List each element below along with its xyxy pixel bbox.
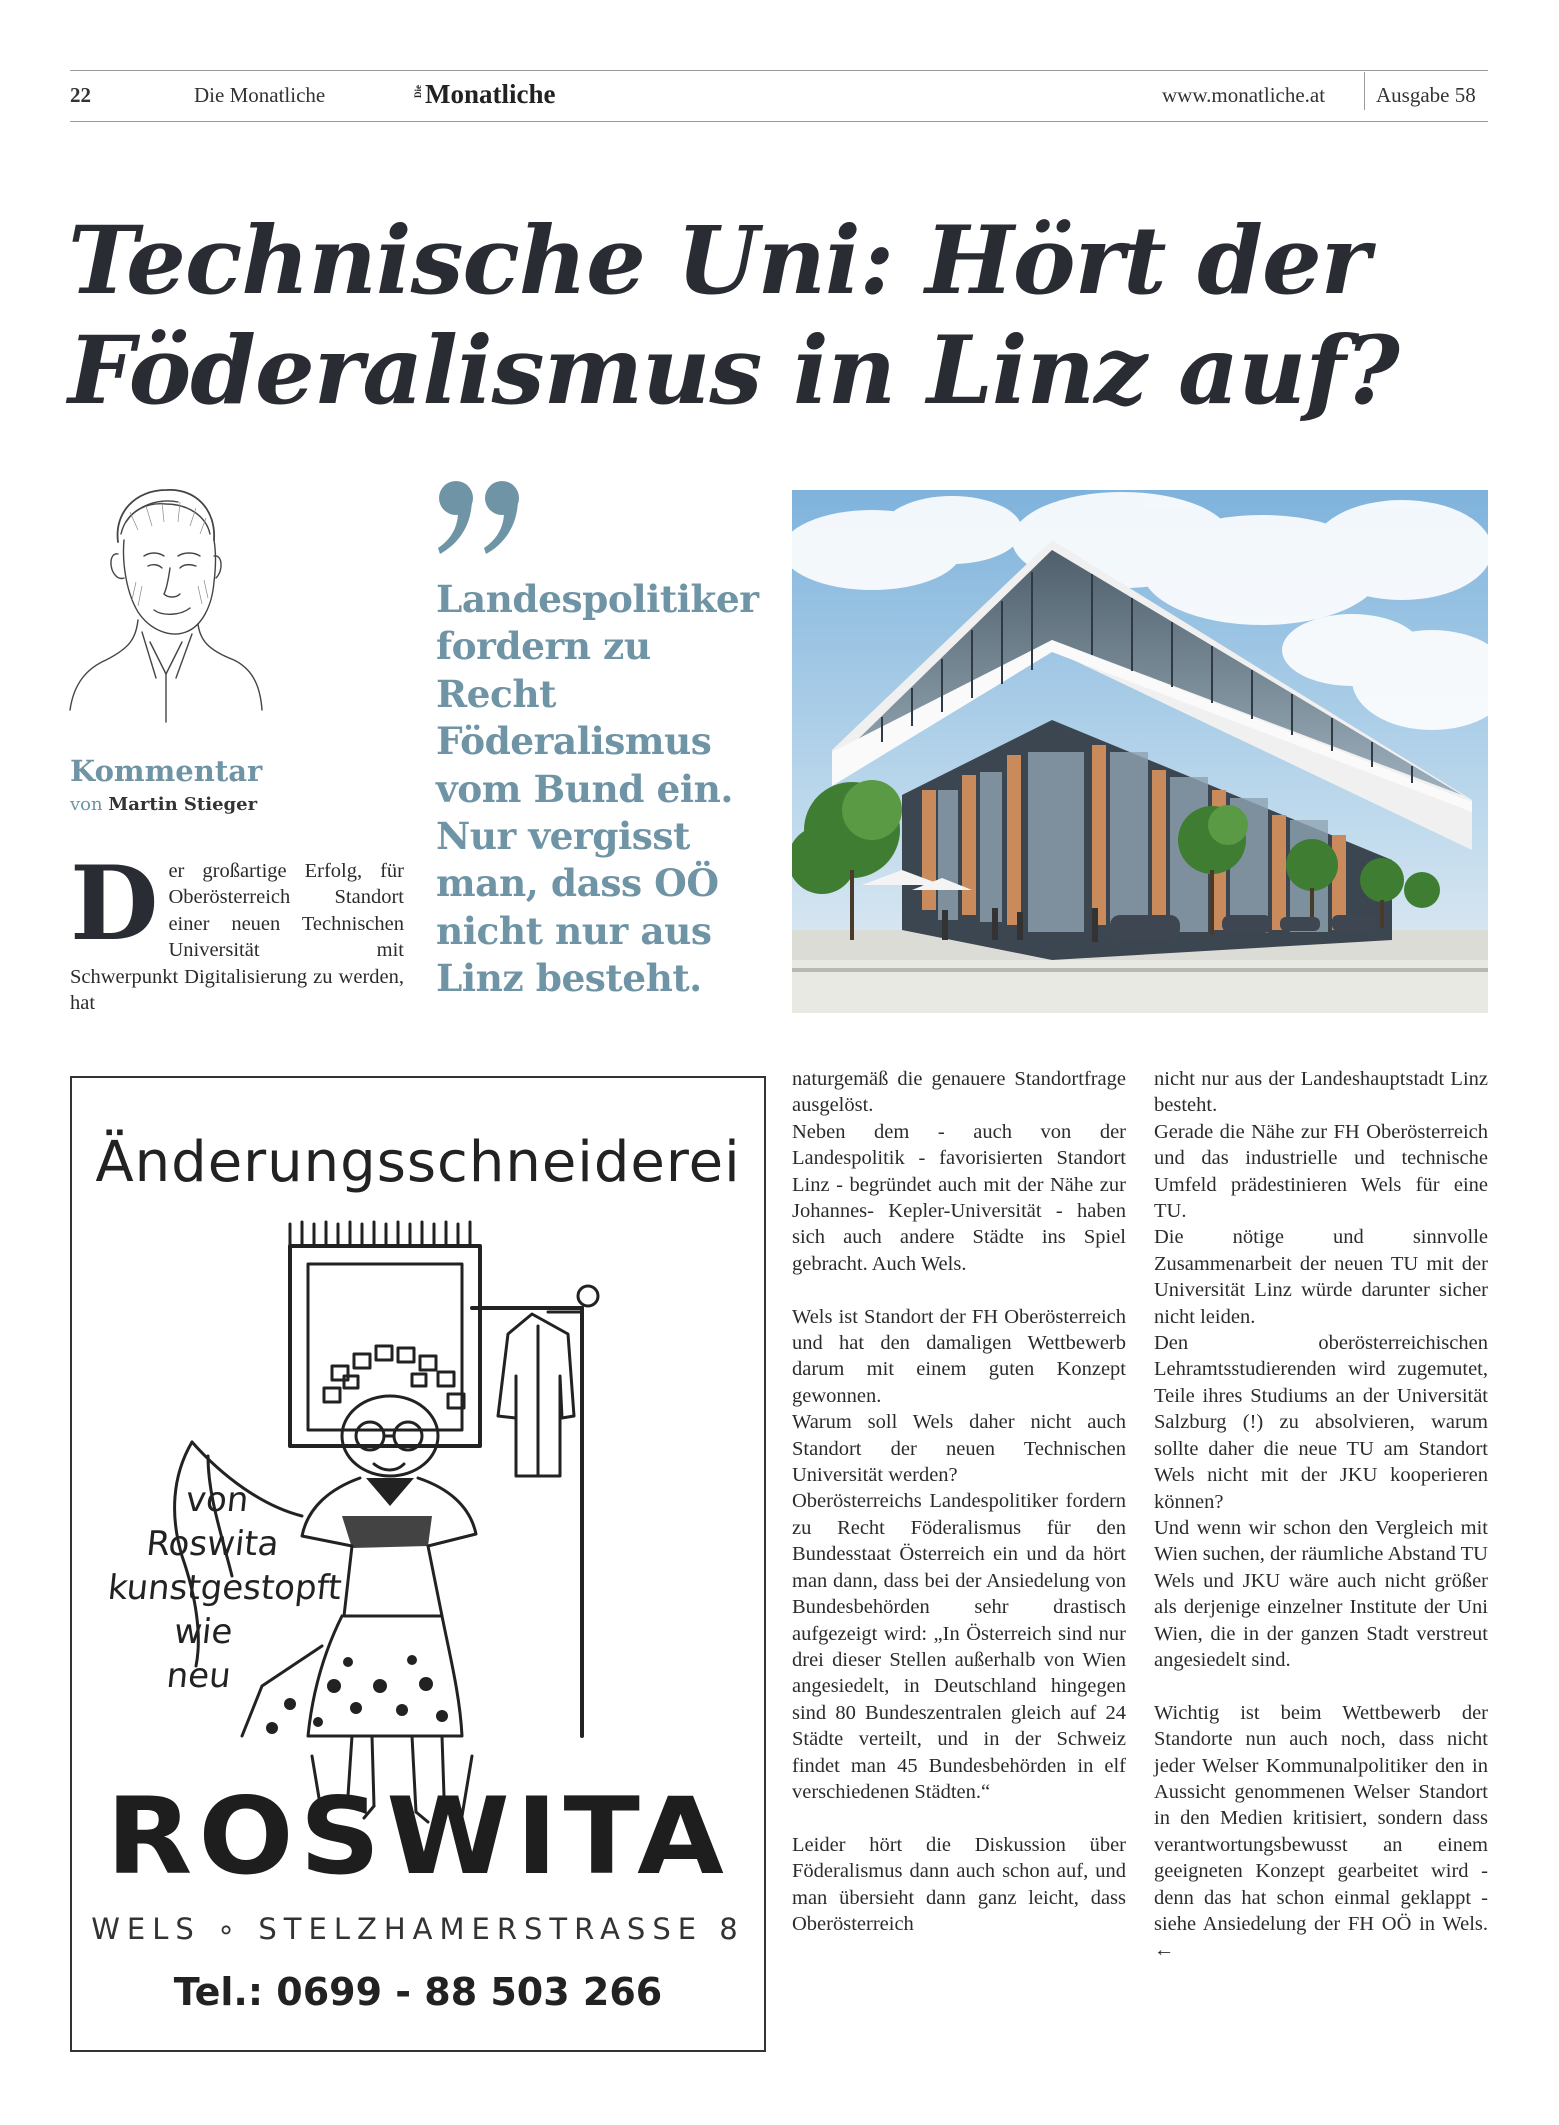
author-portrait-sketch (66, 482, 266, 727)
ad-side-line: kunstgestopft (105, 1568, 344, 1608)
paragraph: Die nötige und sinnvolle Zusammenarbeit der neuen TU mit der Universität Linz würde darunter sicher nicht leiden. (1154, 1226, 1488, 1328)
paragraph: Leider hört die Diskussion über Föderalismus dann auch schon auf, und man übersieht dann ganz leicht, dass Oberösterreich (792, 1833, 1126, 1935)
header-rule-bottom (70, 121, 1488, 122)
ad-side-line: von (183, 1480, 251, 1520)
byline (70, 794, 257, 815)
ad-brand: ROSWITA (106, 1775, 730, 1899)
paragraph: Gerade die Nähe zur FH Oberösterreich und das industrielle und technische Umfeld prädestinieren Wels für eine TU. (1154, 1120, 1488, 1223)
logo-small-text: Die (413, 85, 423, 98)
article-column-3 (1154, 1066, 1488, 1964)
ad-side-line: Roswita (144, 1524, 281, 1564)
byline-von: von (70, 794, 103, 815)
drop-cap: D (70, 844, 159, 964)
paragraph: Wels ist Standort der FH Oberösterreich und hat den damaligen Wettbewerb darum mit einem guten Konzept gewonnen. (792, 1305, 1126, 1407)
paragraph: Neben dem - auch von der Landespolitik - favorisierten Standort Linz - begründet auch mit der Nähe zur Johannes- Kepler-Universität - haben sich auch andere Städte ins Spiel gebracht. Auch Wels. (792, 1120, 1126, 1275)
website-link[interactable]: www.monatliche.at (1162, 83, 1326, 107)
paragraph: Wichtig ist beim Wettbewerb der Standorte nun auch noch, dass nicht jeder Welser Kommunalpolitiker den in Aussicht genommenen Welser Standort in den Medien kritisiert, sondern dass verantwortungsbewusst an einem geeigneten Konzept gearbeitet wird - denn das hat schon einmal geklappt - siehe Ansiedelung der FH OÖ in Wels. ← (1154, 1701, 1488, 1962)
paragraph: nicht nur aus der Landeshauptstadt Linz besteht. (1154, 1068, 1488, 1117)
headline: Technische Uni: Hört der Föderalismus in Linz auf? (68, 206, 1399, 426)
comment-label: Kommentar (70, 754, 263, 788)
ad-side-text (96, 1478, 344, 1698)
author-name: Martin Stieger (108, 794, 258, 815)
paragraph: naturgemäß die genauere Standortfrage ausgelöst. (792, 1068, 1126, 1117)
building-rendering-image (792, 490, 1488, 1013)
publication-logo (414, 79, 555, 110)
page-number: 22 (70, 83, 91, 107)
paragraph: Oberösterreichs Landespolitiker fordern zu Recht Föderalismus für den Bundesstaat Österreich ein und da hört man dann, dass bei der Ansiedelung von Bundesbehörden sehr drastisch aufgezeigt wird: „In Österreich sind nur drei dieser Stellen außerhalb von Wien angesiedelt, in Deutschland hingegen sind 80 Bundeszentralen gleich auf 24 Städte verteilt, und in der Schweiz findet man 45 Bundesbehörden in elf verschiedenen Städten.“ (792, 1490, 1126, 1803)
ad-side-line: wie (172, 1612, 235, 1652)
article-column-2 (792, 1066, 1126, 1937)
header-separator (1364, 72, 1365, 110)
advertisement (70, 1076, 766, 2052)
ad-phone: Tel.: 0699 - 88 503 266 (173, 1970, 663, 2014)
ad-title: Änderungsschneiderei (95, 1130, 741, 1195)
paragraph: Den oberösterreichischen Lehramtsstudierenden wird zugemutet, Teile ihres Studiums an der Universität Salzburg (!) zu absolvieren, warum sollte daher die neue TU am Standort Wels nicht mit der JKU kooperieren können? (1154, 1332, 1488, 1513)
ad-side-line: neu (164, 1656, 233, 1696)
paragraph: Warum soll Wels daher nicht auch Standort der neuen Technischen Universität werden? (792, 1411, 1126, 1487)
publication-name: Die Monatliche (194, 83, 326, 107)
ad-address: WELS ∘ STELZHAMERSTRASSE 8 (91, 1912, 745, 1946)
header-rule-top (70, 70, 1488, 71)
paragraph: Und wenn wir schon den Vergleich mit Wien suchen, der räumliche Abstand TU Wels und JKU wäre auch nicht größer als derjenige einzelner Institute der Uni Wien, die in der ganzen Stadt verstreut angesiedelt sind. (1154, 1516, 1488, 1671)
issue-number: Ausgabe 58 (1376, 83, 1476, 107)
pull-quote: Landespolitiker fordern zu Recht Föderalismus vom Bund ein. Nur vergisst man, dass OÖ nicht nur aus Linz besteht. (436, 577, 759, 1001)
logo-text: Monatliche (425, 79, 556, 109)
article-intro-text: er großartige Erfolg, für Oberösterreich Standort einer neuen Technischen Universität mit Schwerpunkt Digitalisierung zu werden, hat (70, 860, 404, 1015)
quote-mark-icon (436, 478, 530, 558)
article-column-1 (70, 844, 404, 1016)
